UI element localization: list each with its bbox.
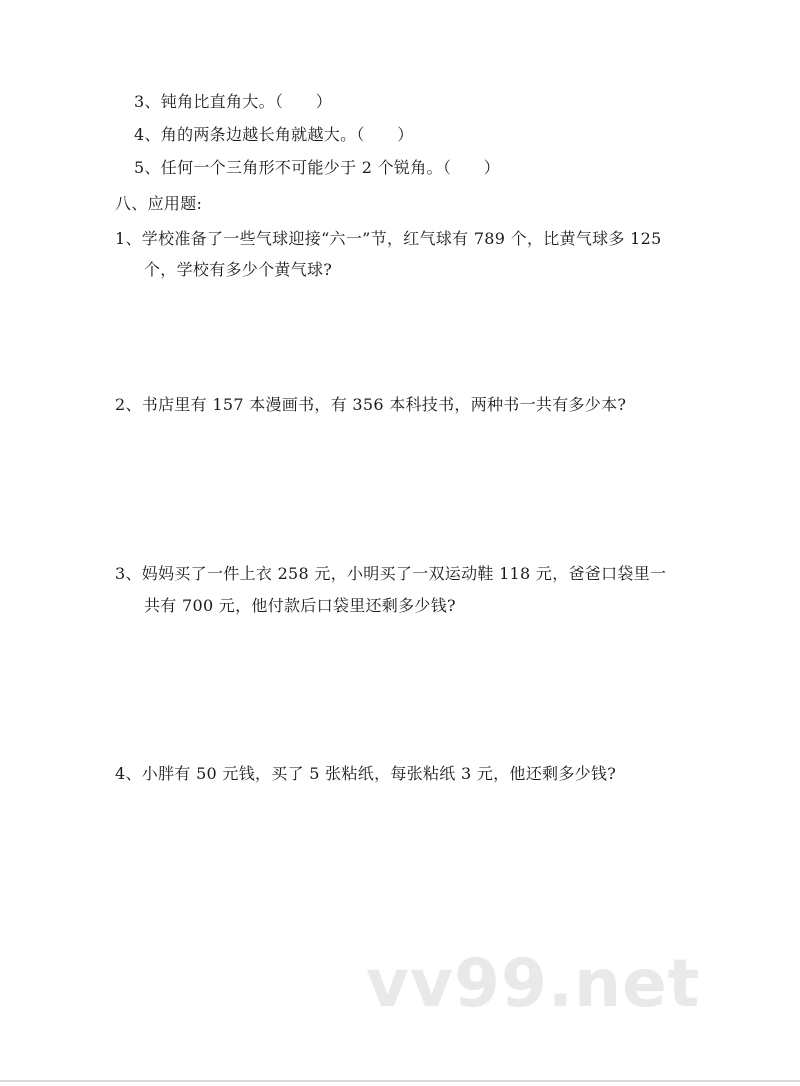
problem-4-line-1: 4、小胖有 50 元钱，买了 5 张粘纸，每张粘纸 3 元，他还剩多少钱? — [115, 764, 617, 783]
problem-1-line-2: 个，学校有多少个黄气球? — [144, 260, 333, 279]
true-false-item-3: 3、钝角比直角大。（ ） — [134, 92, 333, 111]
problem-3-line-2: 共有 700 元，他付款后口袋里还剩多少钱? — [144, 596, 456, 615]
problem-2-line-1: 2、书店里有 157 本漫画书，有 356 本科技书，两种书一共有多少本? — [115, 395, 627, 414]
problem-3-line-1: 3、妈妈买了一件上衣 258 元，小明买了一双运动鞋 118 元，爸爸口袋里一 — [115, 564, 667, 583]
section-title-application: 八、应用题: — [115, 194, 203, 213]
true-false-item-4: 4、角的两条边越长角就越大。（ ） — [134, 125, 414, 144]
watermark-text: vv99.net — [366, 945, 701, 1022]
true-false-item-5: 5、任何一个三角形不可能少于 2 个锐角。（ ） — [134, 158, 501, 177]
page-bottom-divider — [0, 1080, 800, 1082]
problem-1-line-1: 1、学校准备了一些气球迎接“六一”节，红气球有 789 个，比黄气球多 125 — [115, 229, 662, 248]
